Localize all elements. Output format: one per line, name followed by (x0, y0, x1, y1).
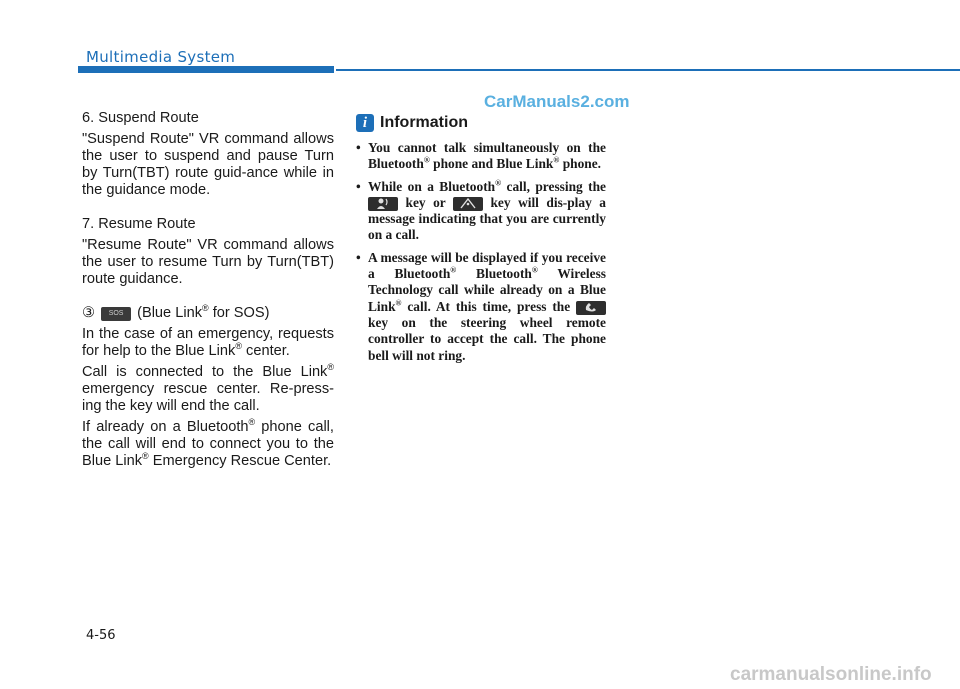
resume-route-heading: 7. Resume Route (82, 216, 196, 232)
section-title: Multimedia System (86, 48, 236, 66)
voice-recognition-icon (368, 197, 398, 211)
sos-paragraph-2: Call is connected to the Blue Link® emergency rescue center. Re-press-ing the key will end the call. (82, 362, 334, 414)
watermark-bottom: carmanualsonline.info (730, 664, 932, 685)
sos-paragraph-3: If already on a Bluetooth® phone call, the call will end to connect you to the Blue Link® Emergency Rescue Center. (82, 417, 334, 469)
information-list (356, 140, 606, 364)
watermark-top: CarManuals2.com (484, 92, 630, 111)
information-title: Information (380, 114, 468, 131)
header-rule-thick (78, 66, 334, 73)
sos-paragraph-1: In the case of an emergency, requests for help to the Blue Link® center. (82, 326, 334, 359)
blue-link-icon (453, 197, 483, 211)
phone-icon (576, 301, 606, 315)
header-rule-thin (336, 69, 960, 71)
page-number: 4-56 (86, 628, 116, 643)
information-icon: i (356, 114, 374, 132)
sos-number: ③ (82, 305, 96, 321)
info-bullet-1: • You cannot talk simultaneously on the Bluetooth® phone and Blue Link® phone. (356, 140, 606, 173)
info-bullet-3: • A message will be displayed if you receive a Bluetooth® Bluetooth® Wireless Technology call while already on a Blue Link® call. At this time, press the key on the steering wheel remote controller to accept the call. The phone bell will not ring. (356, 250, 606, 364)
left-column (82, 110, 334, 474)
info-bullet-2: • While on a Bluetooth® call, pressing the key or key will dis-play a message indicating that you are currently on a call. (356, 179, 606, 244)
information-header (356, 114, 606, 132)
information-box (356, 114, 606, 370)
suspend-route-body: "Suspend Route" VR command allows the user to suspend and pause Turn by Turn(TBT) route guid-ance while in the guidance mode. (82, 131, 334, 198)
resume-route-body: "Resume Route" VR command allows the user to resume Turn by Turn(TBT) route guidance. (82, 237, 334, 287)
suspend-route-heading: 6. Suspend Route (82, 110, 199, 126)
sos-label: (Blue Link® for SOS) (137, 303, 270, 321)
sos-heading (82, 305, 334, 322)
sos-key-icon: SOS (101, 307, 131, 321)
